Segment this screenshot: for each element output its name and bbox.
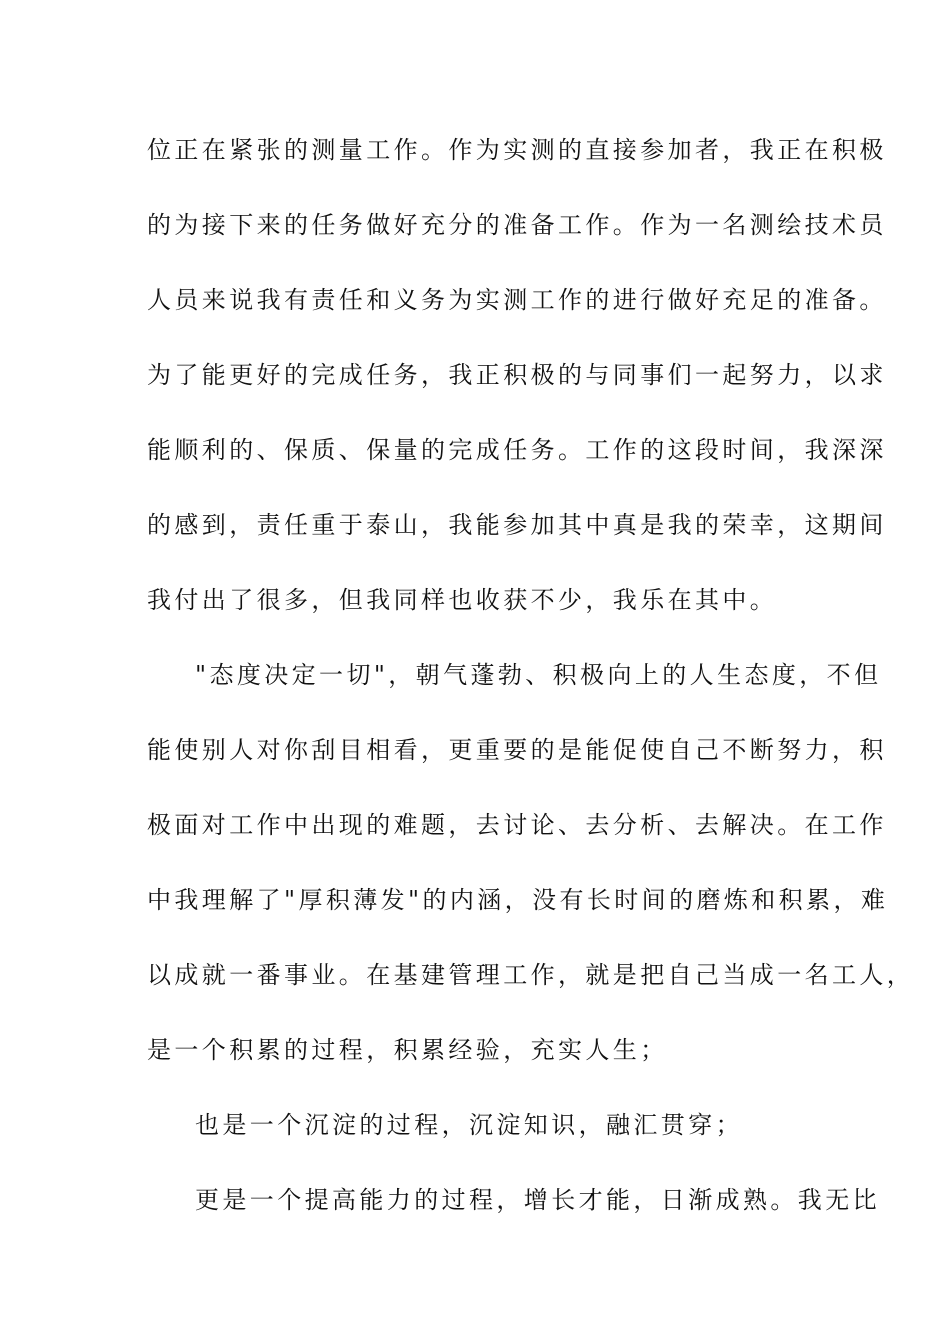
text-line-5: 能顺利的、保质、保量的完成任务。工作的这段时间，我深深	[147, 436, 887, 464]
text-line-11: 中我理解了"厚积薄发"的内涵，没有长时间的磨炼和积累，难	[147, 886, 889, 914]
text-line-13: 是一个积累的过程，积累经验，充实人生；	[147, 1036, 668, 1064]
text-line-3: 人员来说我有责任和义务为实测工作的进行做好充足的准备。	[147, 286, 887, 314]
text-line-7: 我付出了很多，但我同样也收获不少，我乐在其中。	[147, 586, 778, 614]
text-line-8: "态度决定一切"，朝气蓬勃、积极向上的人生态度，不但	[195, 661, 882, 689]
text-line-4: 为了能更好的完成任务，我正积极的与同事们一起努力，以求	[147, 361, 887, 389]
text-line-1: 位正在紧张的测量工作。作为实测的直接参加者，我正在积极	[147, 136, 887, 164]
text-line-14: 也是一个沉淀的过程，沉淀知识，融汇贯穿；	[195, 1111, 743, 1139]
text-line-6: 的感到，责任重于泰山，我能参加其中真是我的荣幸，这期间	[147, 511, 887, 539]
text-line-12: 以成就一番事业。在基建管理工作，就是把自己当成一名工人，	[147, 961, 915, 989]
text-line-15: 更是一个提高能力的过程，增长才能，日渐成熟。我无比	[195, 1186, 880, 1214]
text-line-2: 的为接下来的任务做好充分的准备工作。作为一名测绘技术员	[147, 211, 887, 239]
text-line-9: 能使别人对你刮目相看，更重要的是能促使自己不断努力，积	[147, 736, 887, 764]
text-line-10: 极面对工作中出现的难题，去讨论、去分析、去解决。在工作	[147, 811, 887, 839]
